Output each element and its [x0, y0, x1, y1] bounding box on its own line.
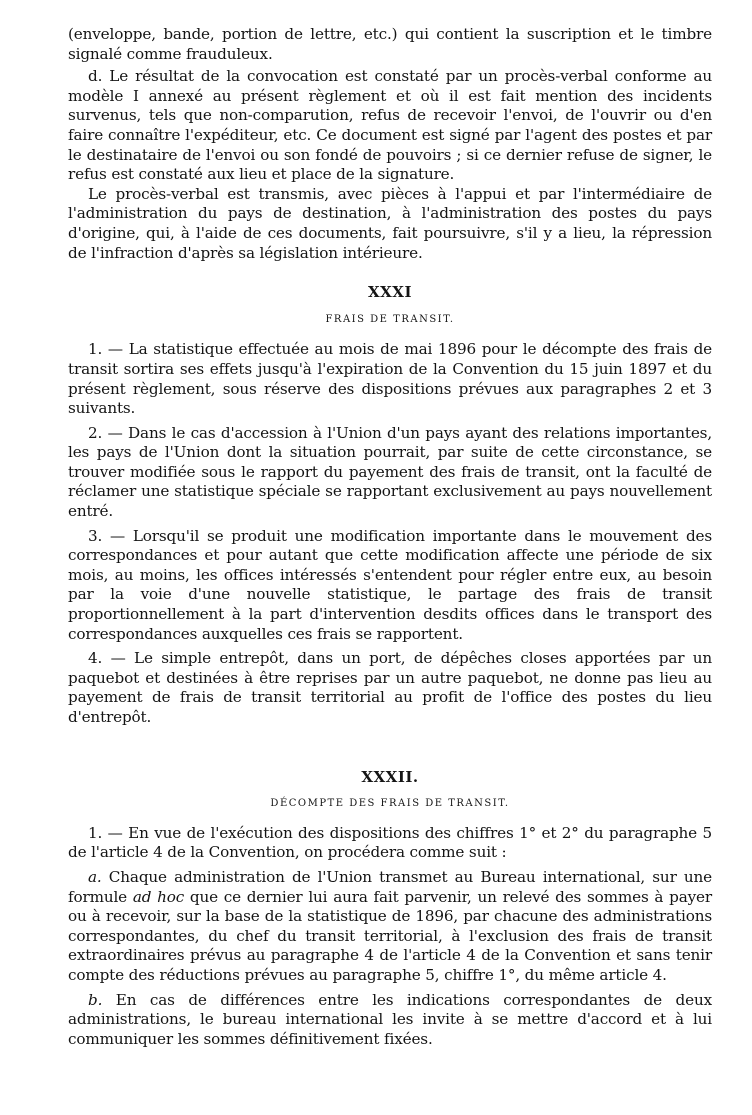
section-32-title: DÉCOMPTE DES FRAIS DE TRANSIT.: [270, 798, 510, 810]
section-32-paragraph-a: [68, 868, 712, 986]
section-31-number: XXXI: [368, 283, 412, 302]
paragraph-b-text: En cas de différences entre les indications correspondantes de deux administrations, le bureau international les invite à se mettre d'accord et à lui communiquer les sommes définitivement fixées.: [68, 990, 712, 1048]
paragraph-b-letter: b.: [88, 990, 103, 1009]
intro-paragraph-3: Le procès-verbal est transmis, avec pièces à l'appui et par l'intermédiaire de l'administration du pays de destination, à l'administration des postes du pays d'origine, qui, à l'aide de ces documents, fait poursuivre, s'il y a lieu, la répression de l'infraction d'après sa législation intérieure.: [68, 184, 712, 262]
section-32-paragraph-1: 1. — En vue de l'exécution des dispositions des chiffres 1° et 2° du paragraphe 5 de l'article 4 de la Convention, on procédera comme suit :: [68, 823, 712, 862]
paragraph-a-text-after: que ce dernier lui aura fait parvenir, un relevé des sommes à payer ou à recevoir, sur la base de la statistique de 1896, par chacune des administrations correspondantes, du chef du transit territorial, à l'exclusion des frais de transit extraordinaires prévus au paragraphe 4 de l'article 4 de la Convention et sans tenir compte des réductions prévues au paragraphe 5, chiffre 1°, du même article 4.: [68, 887, 712, 984]
intro-paragraph-2: d. Le résultat de la convocation est constaté par un procès-verbal conforme au modèle I annexé au présent règlement et où il est fait mention des incidents survenus, tels que non-comparution, refus de recevoir l'envoi, de l'ouvrir ou d'en faire connaître l'expéditeur, etc. Ce document est signé par l'agent des postes et par le destinataire de l'envoi ou son fondé de pouvoirs ; si ce dernier refuse de signer, le refus est constaté aux lieu et place de la signature.: [68, 67, 712, 184]
paragraph-a-italic: ad hoc: [132, 887, 185, 906]
section-32-number: XXXII.: [361, 767, 419, 786]
section-31-paragraph-3: 3. — Lorsqu'il se produit une modification importante dans le mouvement des correspondances et pour autant que cette modification affecte une période de six mois, au moins, les offices intéressés s'entendent pour régler entre eux, au besoin par la voie d'une nouvelle statistique, le partage des frais de transit proportionnellement à la part d'intervention desdits offices dans le transport des correspondances auxquelles ces frais se rapportent.: [68, 526, 712, 643]
document-page: [68, 25, 712, 1049]
intro-paragraph-1: (enveloppe, bande, portion de lettre, etc.) qui contient la suscription et le timbre signalé comme frauduleux.: [68, 25, 712, 63]
section-31-paragraph-4: 4. — Le simple entrepôt, dans un port, de dépêches closes apportées par un paquebot et destinées à être reprises par un autre paquebot, ne donne pas lieu au payement de frais de transit territorial au profit de l'office des postes du lieu d'entrepôt.: [68, 649, 712, 726]
paragraph-a-text-before: Chaque administration de l'Union transmet au Bureau international, sur une formule: [68, 867, 712, 906]
section-31-paragraph-2: 2. — Dans le cas d'accession à l'Union d'un pays ayant des relations importantes, les pays de l'Union dont la situation pourrait, par suite de cette circonstance, se trouver modifiée sous le rapport du payement des frais de transit, ont la faculté de réclamer une statistique spéciale se rapportant exclusivement au pays nouvellement entré.: [68, 423, 712, 521]
paragraph-a-letter: a.: [88, 867, 102, 886]
section-32-paragraph-b: [68, 991, 712, 1050]
section-31-title: FRAIS DE TRANSIT.: [325, 313, 455, 325]
section-31-paragraph-1: 1. — La statistique effectuée au mois de mai 1896 pour le décompte des frais de transit sortira ses effets jusqu'à l'expiration de la Convention du 15 juin 1897 et du présent règlement, sous réserve des dispositions prévues aux paragraphes 2 et 3 suivants.: [68, 340, 712, 418]
